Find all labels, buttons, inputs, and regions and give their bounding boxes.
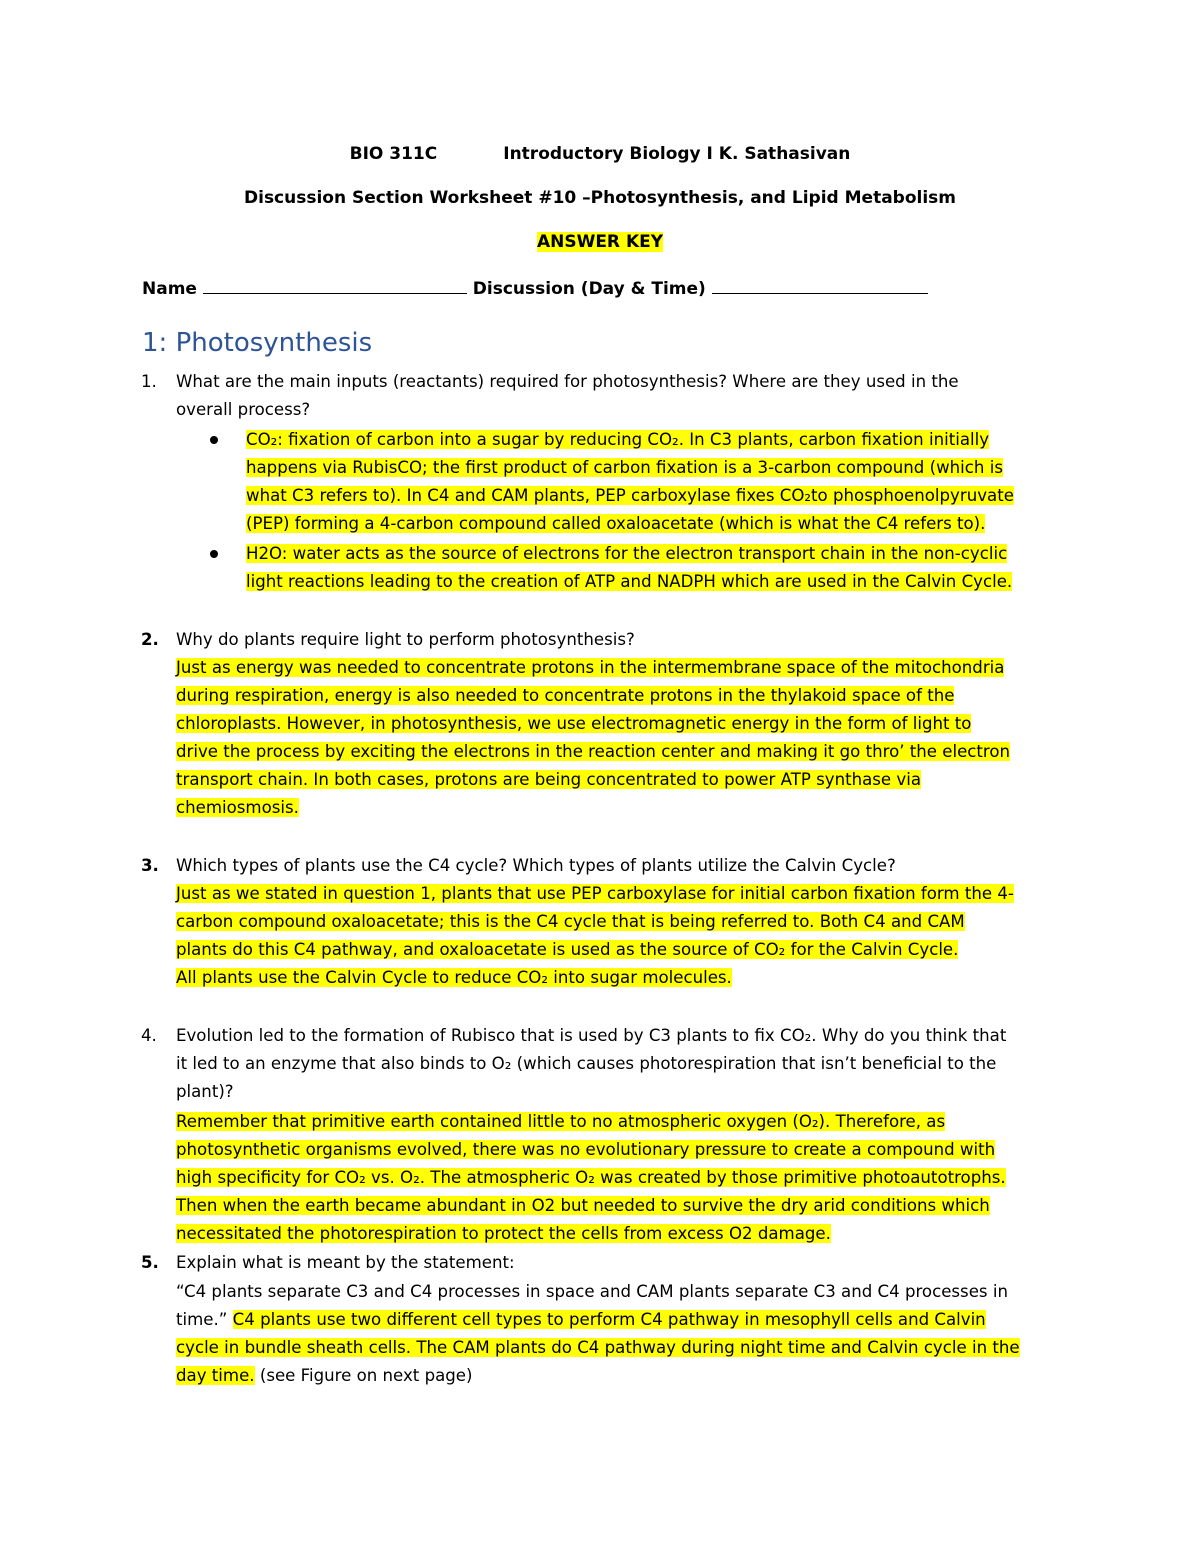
- bullet-icon: [210, 436, 218, 444]
- question-text: Explain what is meant by the statement:: [176, 1253, 515, 1272]
- instructor-name: K. Sathasivan: [718, 144, 851, 164]
- trailing-note: (see Figure on next page): [259, 1366, 473, 1385]
- bullet-icon: [210, 550, 218, 558]
- answer-line: Then when the earth became abundant in O2 but needed to survive the dry arid conditions which: [176, 1196, 990, 1215]
- answer-line: H2O: water acts as the source of electrons for the electron transport chain in the non-cyclic: [246, 544, 1008, 563]
- name-blank[interactable]: [203, 277, 467, 294]
- question-number: 3.: [141, 856, 159, 875]
- answer-line: Just as we stated in question 1, plants that use PEP carboxylase for initial carbon fixation form the 4-: [176, 884, 1014, 903]
- answer-line: chloroplasts. However, in photosynthesis, we use electromagnetic energy in the form of light to: [176, 714, 972, 733]
- answer-line: what C3 refers to). In C4 and CAM plants, PEP carboxylase fixes CO₂to phosphoenolpyruvate: [246, 486, 1014, 505]
- question-text: plant)?: [176, 1082, 234, 1101]
- question-text: time.”: [176, 1310, 228, 1329]
- mixed-line: [176, 1310, 986, 1330]
- name-label: Name: [142, 279, 197, 299]
- question-number: 2.: [141, 630, 159, 649]
- course-code: BIO 311C: [349, 144, 438, 164]
- answer-line: photosynthetic organisms evolved, there was no evolutionary pressure to create a compound with: [176, 1140, 996, 1159]
- question-text: overall process?: [176, 400, 311, 419]
- question-number: 1.: [141, 372, 157, 391]
- answer-line: during respiration, energy is also needed to concentrate protons in the thylakoid space of the: [176, 686, 955, 705]
- answer-line: light reactions leading to the creation of ATP and NADPH which are used in the Calvin Cycle.: [246, 572, 1013, 591]
- discussion-label: Discussion (Day & Time): [472, 279, 706, 299]
- question-number: 4.: [141, 1026, 157, 1045]
- answer-line: Just as energy was needed to concentrate protons in the intermembrane space of the mitochondria: [176, 658, 1005, 677]
- answer-line: plants do this C4 pathway, and oxaloacetate is used as the source of CO₂ for the Calvin Cycle.: [176, 940, 959, 959]
- answer-line: (PEP) forming a 4-carbon compound called oxaloacetate (which is what the C4 refers to).: [246, 514, 986, 533]
- section-heading: 1: Photosynthesis: [142, 328, 373, 358]
- answer-line: cycle in bundle sheath cells. The CAM plants do C4 pathway during night time and Calvin cycle in the: [176, 1338, 1020, 1357]
- answer-line: All plants use the Calvin Cycle to reduce CO₂ into sugar molecules.: [176, 968, 732, 987]
- answer-line: high specificity for CO₂ vs. O₂. The atmospheric O₂ was created by those primitive photoautotrophs.: [176, 1168, 1006, 1187]
- course-title: Introductory Biology I: [503, 144, 713, 164]
- worksheet-title: Discussion Section Worksheet #10 –Photosynthesis, and Lipid Metabolism: [244, 188, 956, 208]
- answer-line: happens via RubisCO; the first product of carbon fixation is a 3-carbon compound (which is: [246, 458, 1003, 477]
- question-text: it led to an enzyme that also binds to O₂ (which causes photorespiration that isn’t beneficial to the: [176, 1054, 997, 1073]
- answer-text: day time.: [176, 1366, 255, 1385]
- question-number: 5.: [141, 1253, 159, 1272]
- answer-line: [176, 1366, 473, 1386]
- question-text: “C4 plants separate C3 and C4 processes in space and CAM plants separate C3 and C4 processes in: [176, 1282, 1008, 1301]
- answer-line: carbon compound oxaloacetate; this is the C4 cycle that is being referred to. Both C4 and CAM: [176, 912, 965, 931]
- answer-line: Remember that primitive earth contained little to no atmospheric oxygen (O₂). Therefore, as: [176, 1112, 946, 1131]
- course-header: [0, 144, 1200, 164]
- question-text: Why do plants require light to perform photosynthesis?: [176, 630, 635, 649]
- answer-line: transport chain. In both cases, protons are being concentrated to power ATP synthase via: [176, 770, 922, 789]
- answer-text: C4 plants use two different cell types to perform C4 pathway in mesophyll cells and Calvin: [232, 1310, 986, 1329]
- answer-line: drive the process by exciting the electrons in the reaction center and making it go thro’ the electron: [176, 742, 1011, 761]
- answer-line: CO₂: fixation of carbon into a sugar by reducing CO₂. In C3 plants, carbon fixation initially: [246, 430, 990, 449]
- question-text: Which types of plants use the C4 cycle? Which types of plants utilize the Calvin Cycle?: [176, 856, 896, 875]
- answer-line: necessitated the photorespiration to protect the cells from excess O2 damage.: [176, 1224, 831, 1243]
- answer-key-label: ANSWER KEY: [536, 232, 664, 252]
- name-row: [142, 277, 928, 299]
- answer-line: chemiosmosis.: [176, 798, 299, 817]
- question-text: Evolution led to the formation of Rubisco that is used by C3 plants to fix CO₂. Why do you think that: [176, 1026, 1007, 1045]
- question-text: What are the main inputs (reactants) required for photosynthesis? Where are they used in the: [176, 372, 959, 391]
- discussion-blank[interactable]: [712, 277, 928, 294]
